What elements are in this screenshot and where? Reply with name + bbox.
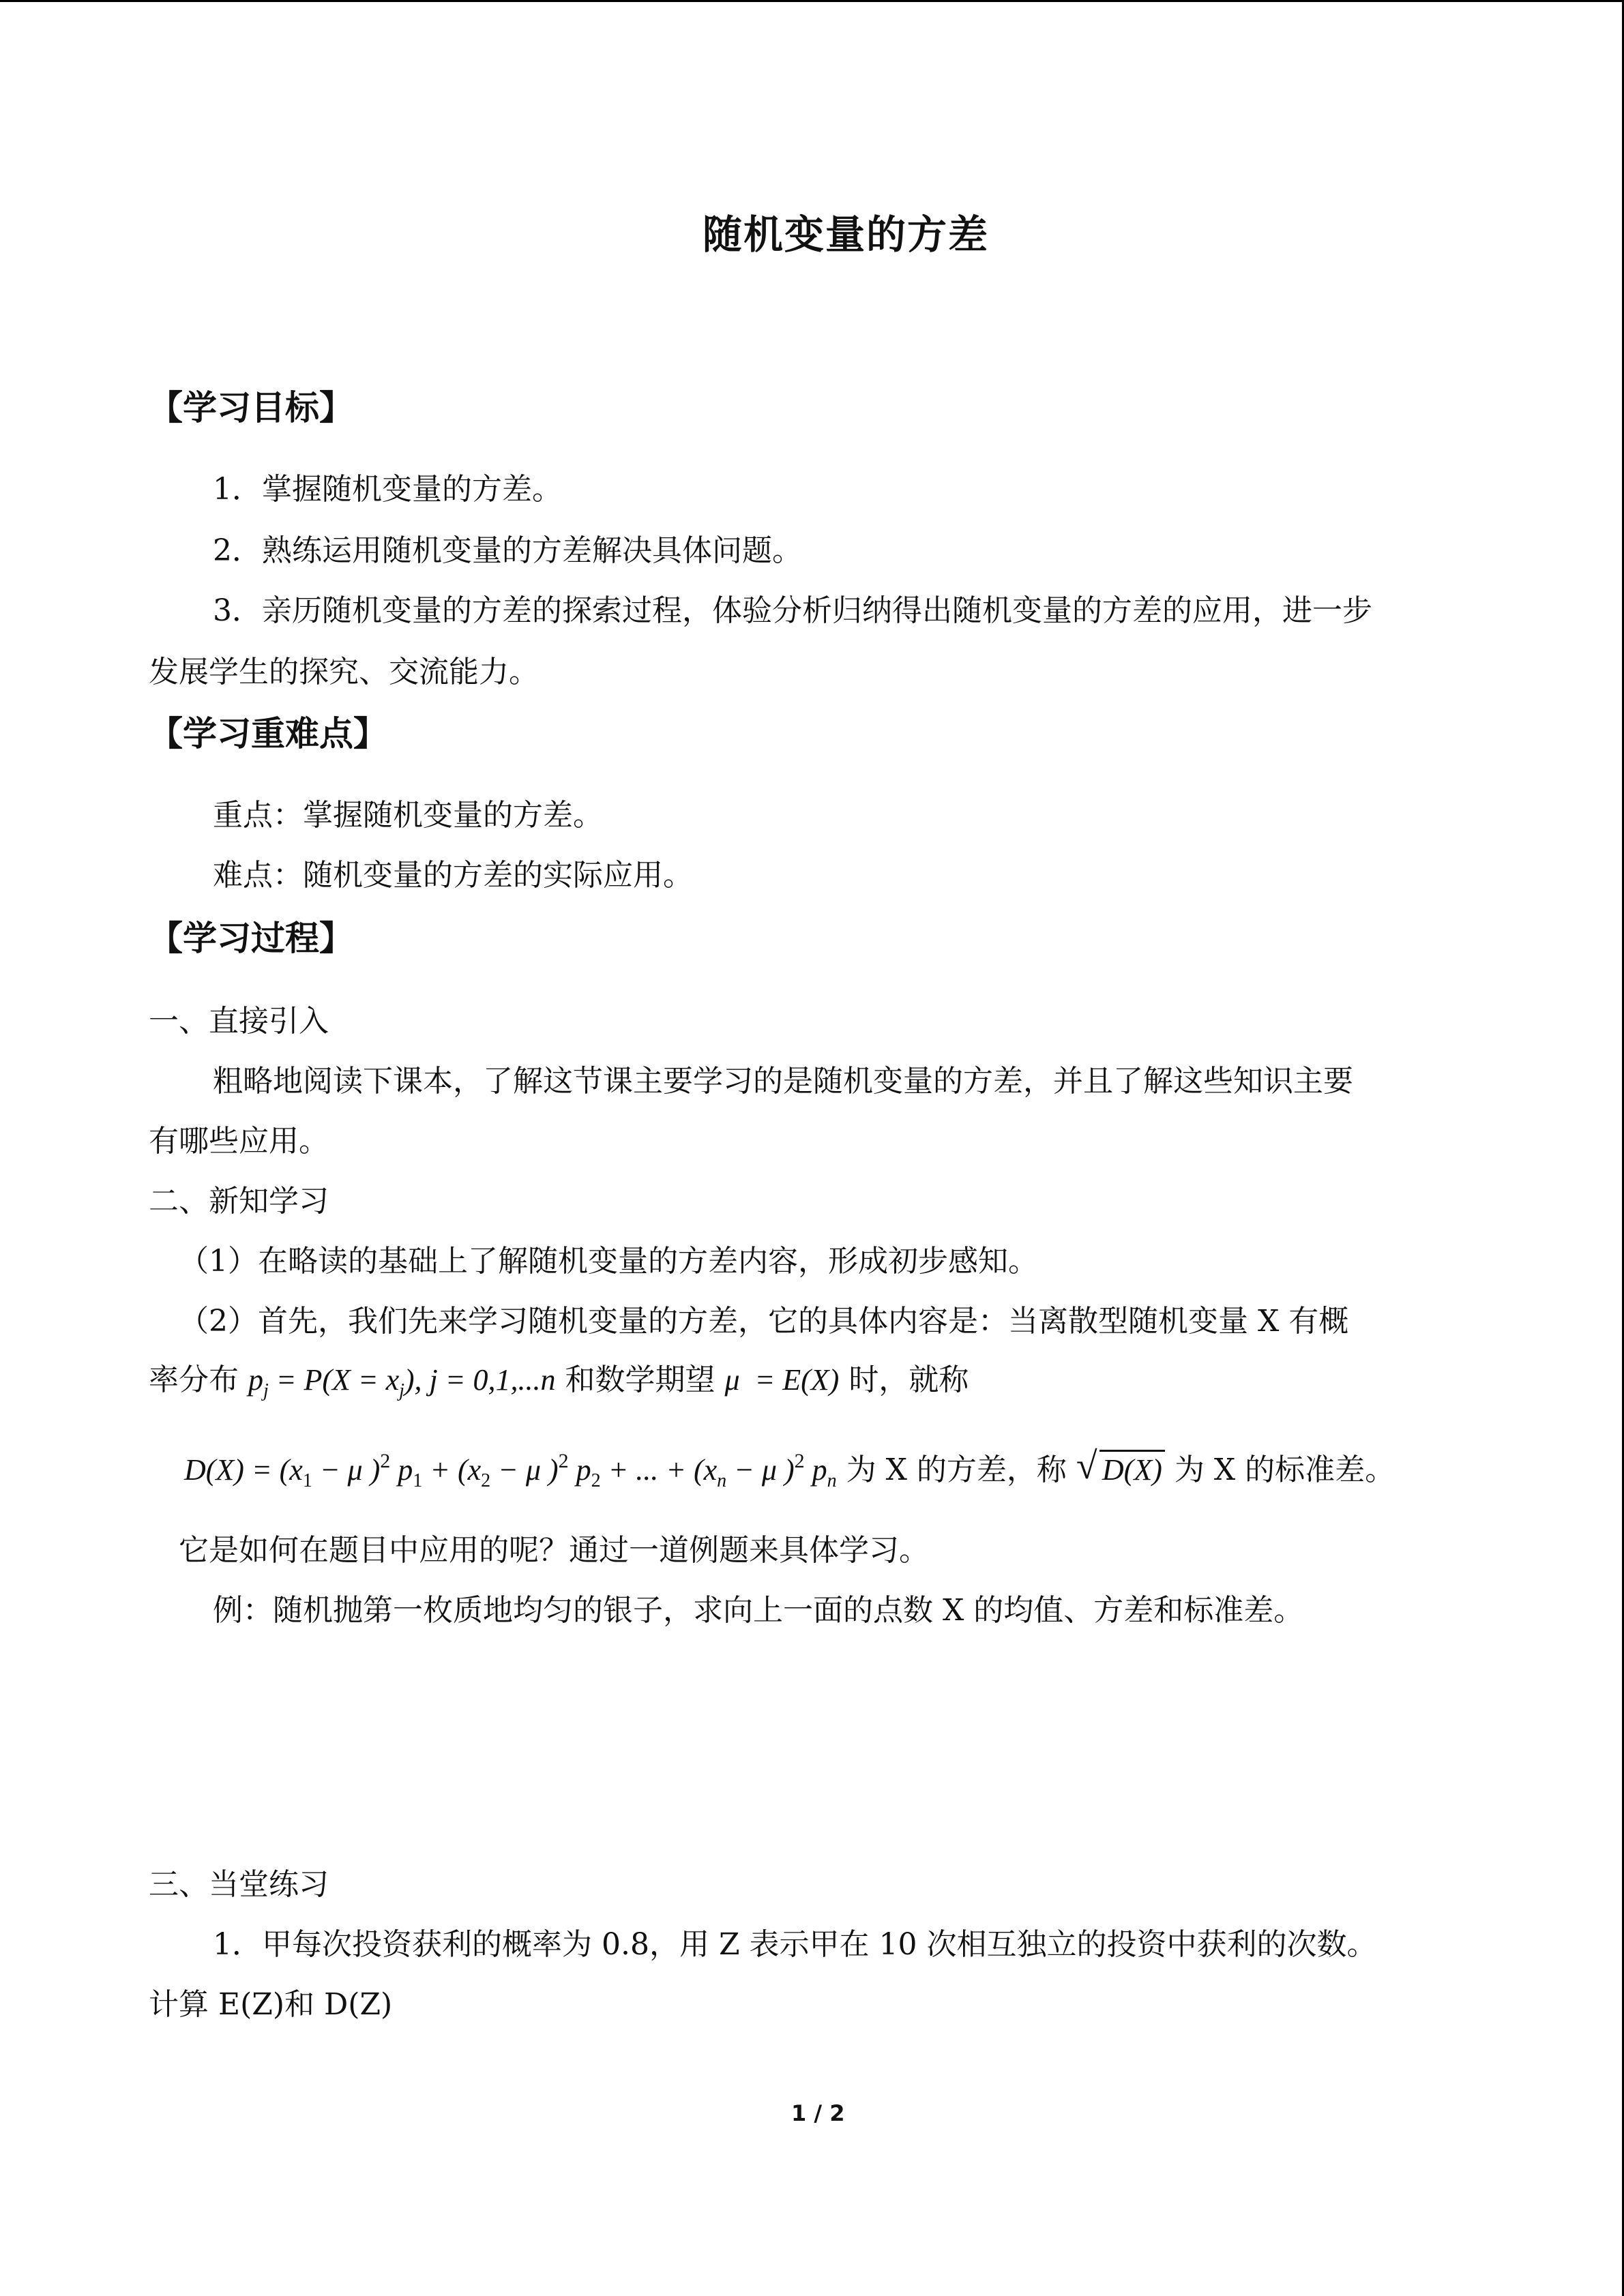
std-dev-formula: √ D(X) [1076, 1450, 1165, 1491]
practice-line-1: 1．甲每次投资获利的概率为 0.8，用 Z 表示甲在 10 次相互独立的投资中获利的次数。 [213, 1927, 1377, 1962]
keypoints-heading: 【学习重难点】 [149, 714, 387, 754]
objective-3: 3．亲历随机变量的方差的探索过程，体验分析归纳得出随机变量的方差的应用，进一步 [213, 593, 1372, 628]
objectives-heading: 【学习目标】 [149, 388, 353, 428]
variance-def-text: 为 X 的方差，称 [846, 1452, 1067, 1487]
std-dev-def-text: 为 X 的标准差。 [1174, 1452, 1396, 1487]
objective-2: 2．熟练运用随机变量的方差解决具体问题。 [213, 533, 802, 568]
expectation-formula: μ = E(X) [724, 1363, 840, 1397]
new-knowledge-line-1: （1）在略读的基础上了解随机变量的方差内容，形成初步感知。 [179, 1244, 1038, 1279]
keypoint-difficult: 难点：随机变量的方差的实际应用。 [213, 858, 693, 893]
new-knowledge-heading: 二、新知学习 [149, 1184, 329, 1219]
distribution-line [149, 1360, 969, 1405]
keypoint-important: 重点：掌握随机变量的方差。 [213, 798, 603, 833]
intro-line-1: 粗略地阅读下课本，了解这节课主要学习的是随机变量的方差，并且了解这些知识主要 [213, 1064, 1353, 1099]
how-applied-line: 它是如何在题目中应用的呢？通过一道例题来具体学习。 [179, 1533, 929, 1568]
new-knowledge-line-2: （2）首先，我们先来学习随机变量的方差，它的具体内容是：当离散型随机变量 X 有概 [179, 1304, 1349, 1339]
distribution-suffix: 时，就称 [848, 1362, 969, 1397]
practice-line-2: 计算 E(Z)和 D(Z) [149, 1987, 393, 2022]
process-heading: 【学习过程】 [149, 919, 353, 958]
variance-formula: $D(X) = (x_1 - \mu$ )$^2$ $p_1 + (x_2 - \mu$ )$^2$ $p_2$ + ... + ($x_n - \mu$ )$^2$ $p_n$ [184, 1450, 837, 1491]
intro-line-2: 有哪些应用。 [149, 1124, 329, 1159]
page-title: 随机变量的方差 [703, 211, 990, 258]
distribution-formula: $p_j = P(X = x_j)$, j = 0,1,...n [248, 1363, 556, 1401]
distribution-prefix: 率分布 [149, 1362, 239, 1397]
objective-3-cont: 发展学生的探究、交流能力。 [149, 655, 539, 689]
practice-heading: 三、当堂练习 [149, 1867, 329, 1902]
objective-1: 1．掌握随机变量的方差。 [213, 472, 562, 507]
example-line: 例：随机抛第一枚质地均匀的银子，求向上一面的点数 X 的均值、方差和标准差。 [213, 1593, 1304, 1628]
page-number: 1 / 2 [791, 2100, 845, 2126]
page-border-top [0, 0, 1624, 2]
variance-formula-line [184, 1445, 1396, 1495]
intro-heading: 一、直接引入 [149, 1004, 329, 1039]
expectation-label: 和数学期望 [565, 1362, 715, 1397]
